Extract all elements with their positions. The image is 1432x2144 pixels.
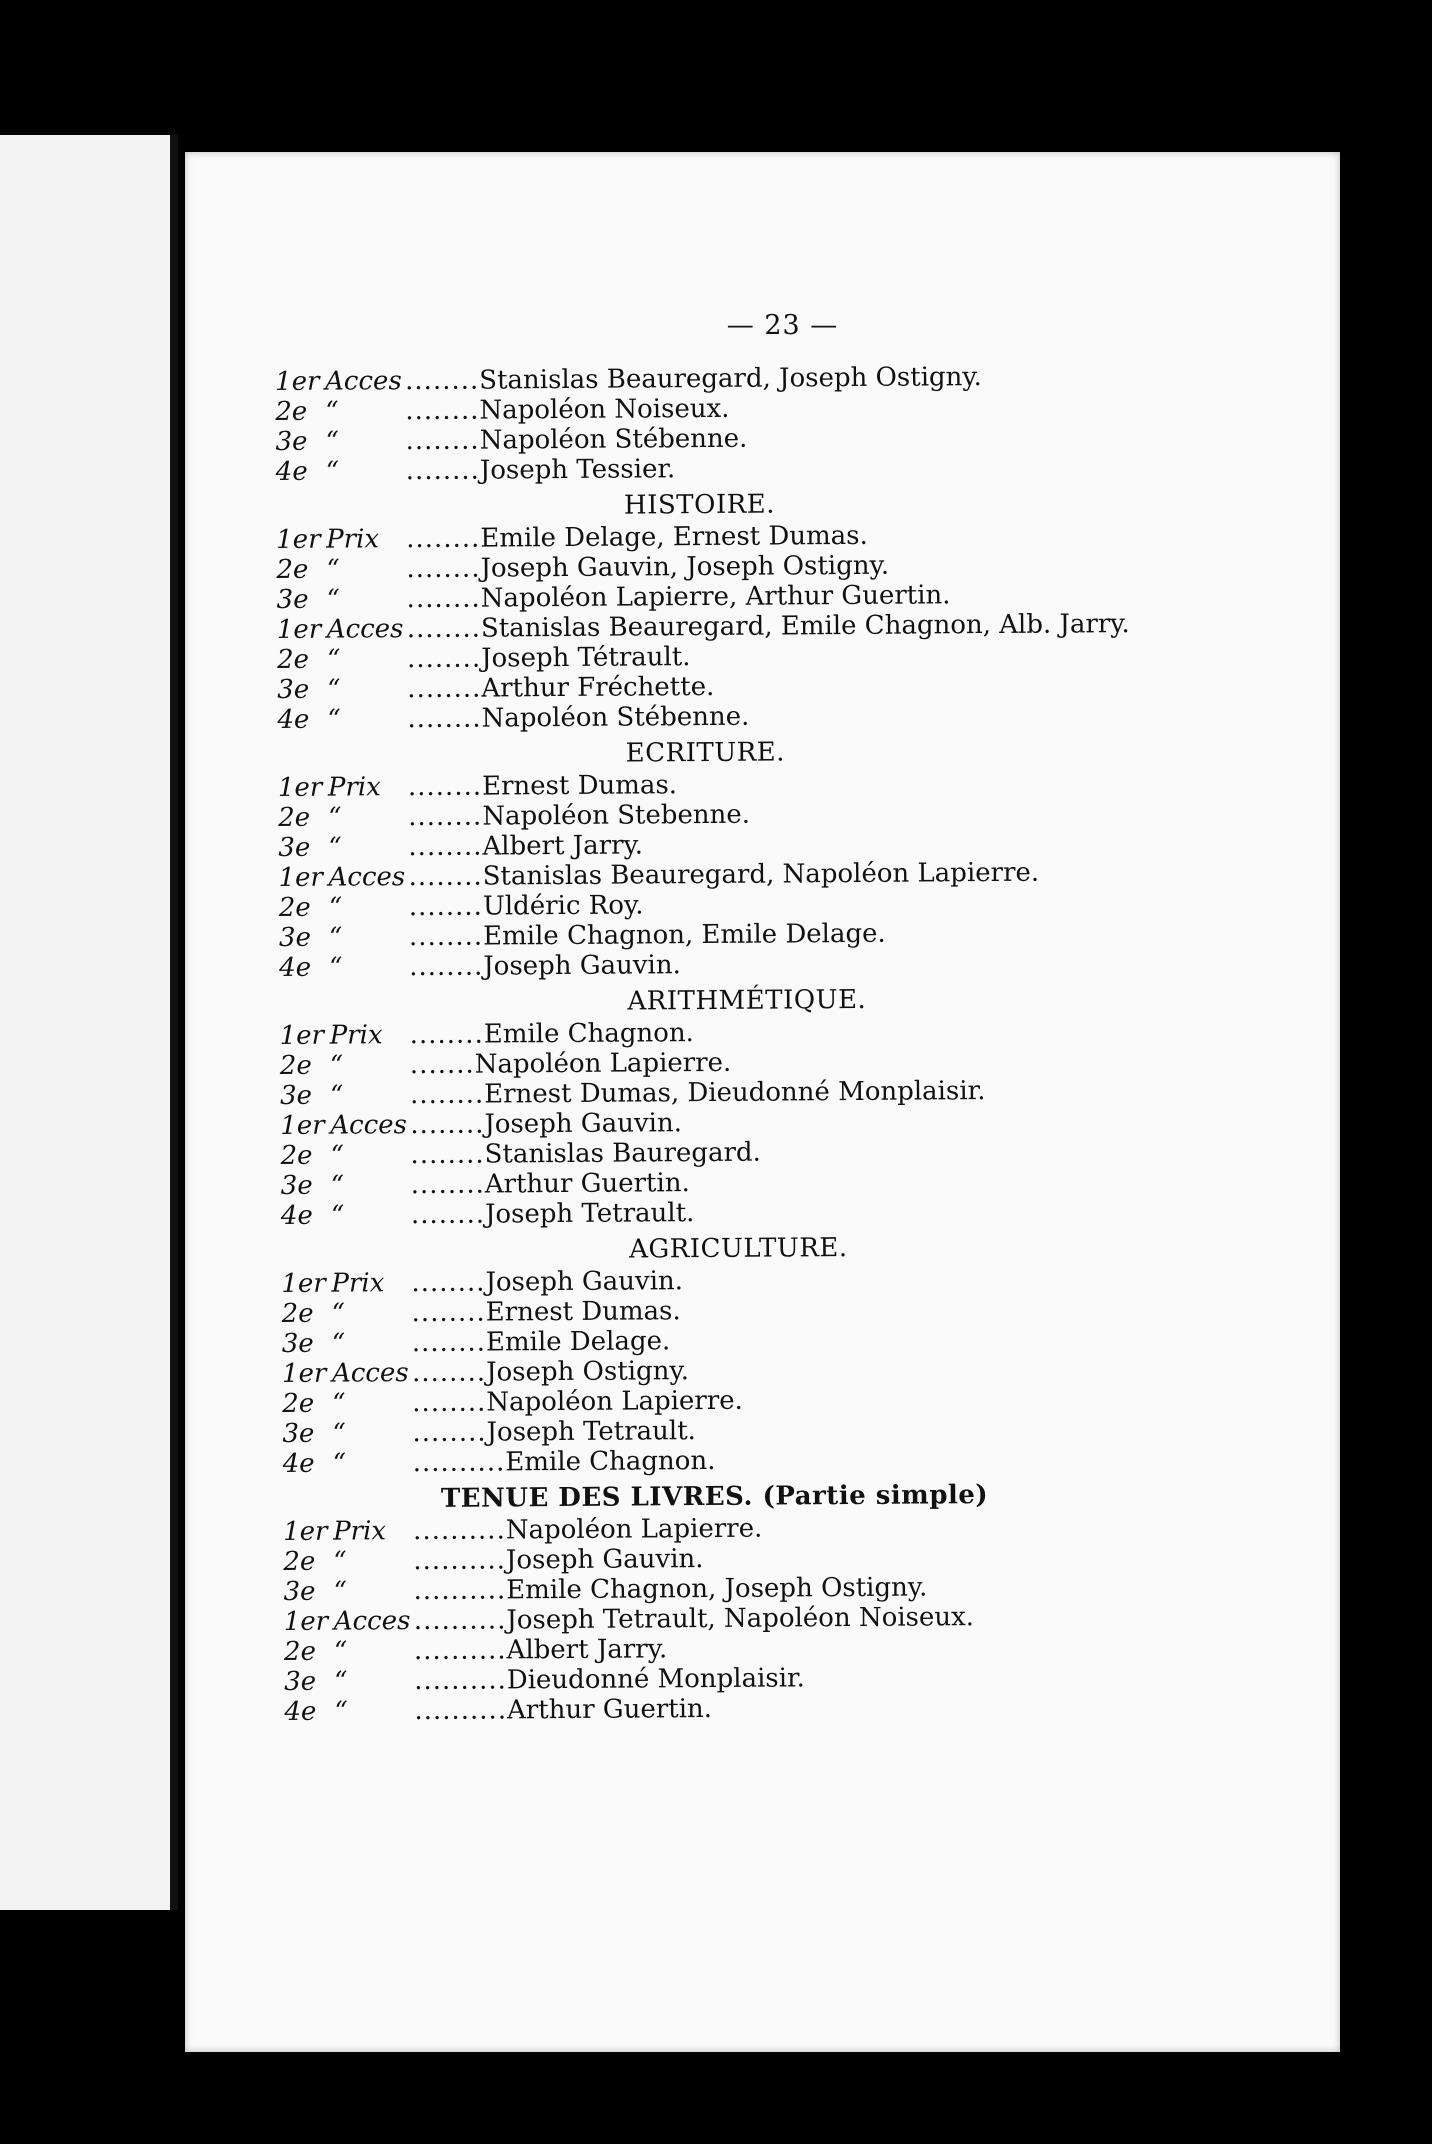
prize-category: “ (328, 892, 343, 923)
prize-rank: 1er (281, 1268, 326, 1299)
prize-row (277, 698, 1277, 735)
prize-names: Joseph Tetrault. (484, 1198, 695, 1230)
prize-category: Acces (333, 1606, 411, 1637)
prize-rank: 4e (284, 1696, 317, 1727)
prize-names: Stanislas Beauregard, Emile Chagnon, Alb. Jarry. (480, 609, 1130, 644)
prize-rank: 3e (282, 1418, 315, 1449)
prize-names: Joseph Ostigny. (486, 1356, 690, 1388)
prize-rank: 4e (275, 456, 308, 487)
prize-category: “ (332, 1388, 346, 1419)
prize-names: Arthur Fréchette. (481, 671, 715, 704)
prize-names: Stanislas Bauregard. (484, 1137, 761, 1170)
prize-rank: 4e (280, 1200, 313, 1231)
prize-dots: ........ (407, 771, 483, 803)
prize-rank: 1er (277, 772, 323, 803)
prize-category: Acces (331, 1358, 409, 1389)
prize-rank: 4e (282, 1448, 315, 1479)
prize-rank: 2e (276, 644, 310, 675)
prize-rank: 2e (281, 1298, 314, 1329)
prize-names: Dieudonné Monplaisir. (506, 1663, 805, 1696)
prize-dots: ........ (409, 1019, 484, 1051)
prize-rank: 3e (276, 584, 309, 615)
prize-row (279, 946, 1279, 983)
prize-rank: 3e (281, 1328, 314, 1359)
prize-list (275, 360, 1284, 1731)
prize-dots: .......... (414, 1695, 508, 1727)
prize-rank: 1er (280, 1110, 325, 1141)
prize-category: “ (329, 952, 343, 983)
prize-category: “ (332, 1448, 347, 1479)
prize-dots: ........ (410, 1169, 485, 1201)
prize-category: “ (331, 1298, 346, 1329)
prize-rank: 3e (275, 426, 308, 457)
prize-category: “ (333, 1636, 348, 1667)
prize-category: “ (328, 802, 342, 833)
prize-names: Napoléon Stébenne. (479, 423, 748, 456)
prize-category: Acces (324, 366, 402, 397)
prize-category: “ (326, 644, 341, 675)
section (275, 360, 1276, 487)
prize-names: Napoléon Lapierre, Arthur Guertin. (480, 580, 951, 614)
page-number: — 23 — (726, 310, 839, 341)
prize-row (284, 1690, 1284, 1727)
prize-rank: 1er (275, 366, 320, 397)
prize-category: Acces (326, 614, 404, 645)
prize-category: “ (329, 1050, 344, 1081)
prize-dots: ........ (411, 1357, 487, 1389)
prize-names: Napoléon Stebenne. (482, 799, 751, 832)
prize-category: “ (326, 554, 340, 585)
prize-category: “ (327, 674, 341, 705)
prize-category: Prix (327, 772, 381, 803)
prize-category: “ (333, 1546, 347, 1577)
prize-rank: 2e (276, 554, 309, 585)
prize-category: Acces (328, 862, 406, 893)
prize-names: Ernest Dumas. (481, 770, 678, 802)
prize-rank: 2e (282, 1388, 315, 1419)
prize-category: “ (334, 1666, 348, 1697)
prize-names: Ernest Dumas, Dieudonné Monplaisir. (484, 1076, 986, 1110)
section-heading: ECRITURE. (625, 737, 786, 769)
prize-rank: 1er (276, 614, 322, 645)
prize-dots: ........ (412, 1387, 487, 1419)
prize-names: Joseph Gauvin, Joseph Ostigny. (480, 550, 890, 584)
prize-dots: ........ (407, 703, 482, 735)
prize-rank: 1er (279, 1020, 325, 1051)
prize-names: Albert Jarry. (482, 830, 644, 862)
prize-dots: ........ (411, 1267, 486, 1299)
prize-dots: ........ (411, 1297, 486, 1329)
prize-names: Albert Jarry. (506, 1634, 668, 1666)
prize-names: Stanislas Beauregard, Joseph Ostigny. (479, 362, 982, 396)
prize-rank: 1er (283, 1606, 329, 1637)
prize-dots: ........ (405, 395, 480, 427)
prize-dots: ........ (404, 365, 480, 397)
section (279, 980, 1281, 1231)
section-heading: HISTOIRE. (623, 489, 776, 521)
prize-category: “ (330, 1200, 345, 1231)
prize-names: Arthur Guertin. (484, 1168, 690, 1200)
prize-dots: .......... (413, 1575, 507, 1607)
prize-rank: 3e (278, 922, 312, 953)
prize-dots: ........ (408, 891, 484, 923)
prize-category: “ (325, 456, 340, 487)
prize-dots: .......... (412, 1447, 506, 1479)
prize-names: Joseph Tetrault. (486, 1416, 696, 1448)
prize-dots: ........ (408, 861, 483, 893)
document-page (185, 152, 1340, 2052)
prize-dots: ........ (410, 1139, 485, 1171)
prize-names: Joseph Gauvin. (484, 1108, 683, 1140)
prize-category: “ (326, 584, 341, 615)
prize-category: Prix (331, 1268, 385, 1299)
prize-names: Arthur Guertin. (506, 1693, 713, 1726)
prize-rank: 4e (279, 952, 312, 983)
prize-names: Uldéric Roy. (482, 890, 644, 922)
prize-category: “ (333, 1576, 347, 1607)
prize-names: Joseph Gauvin. (505, 1544, 704, 1576)
prize-names: Napoléon Lapierre. (486, 1385, 744, 1418)
prize-dots: .......... (413, 1635, 507, 1667)
prize-dots: ........ (409, 1079, 485, 1111)
prize-rank: 1er (283, 1516, 328, 1547)
section-heading: ARITHMÉTIQUE. (627, 984, 867, 1017)
prize-names: Napoléon Lapierre. (505, 1513, 763, 1546)
prize-dots: .......... (413, 1515, 506, 1547)
prize-names: Emile Delage, Ernest Dumas. (480, 520, 868, 554)
prize-rank: 4e (277, 704, 310, 735)
prize-category: Prix (333, 1516, 387, 1547)
prize-category: “ (325, 426, 339, 457)
prize-names: Joseph Gauvin. (485, 1266, 684, 1298)
prize-dots: ........ (405, 425, 480, 457)
prize-category: Acces (330, 1110, 408, 1141)
prize-dots: ........ (406, 613, 482, 645)
prize-names: Emile Chagnon. (483, 1018, 694, 1050)
prize-dots: ........ (408, 921, 484, 953)
prize-names: Napoléon Lapierre. (474, 1047, 732, 1080)
prize-dots: ........ (407, 673, 482, 705)
prize-rank: 2e (283, 1636, 317, 1667)
prize-category: “ (328, 832, 342, 863)
prize-dots: ........ (408, 801, 483, 833)
prize-dots: ........ (412, 1417, 487, 1449)
prize-dots: .......... (414, 1665, 507, 1697)
prize-rank: 1er (281, 1358, 327, 1389)
facing-page-edge (0, 135, 178, 1910)
prize-names: Stanislas Beauregard, Napoléon Lapierre. (482, 857, 1040, 892)
prize-dots: ........ (409, 951, 484, 983)
prize-category: “ (330, 1140, 344, 1171)
prize-row (281, 1194, 1281, 1231)
prize-names: Joseph Tessier. (479, 454, 676, 486)
section (278, 732, 1280, 983)
prize-category: “ (334, 1696, 348, 1727)
prize-rank: 2e (275, 396, 308, 427)
prize-names: Napoléon Noiseux. (479, 393, 730, 426)
prize-category: “ (328, 922, 343, 953)
prize-rank: 3e (284, 1666, 317, 1697)
prize-rank: 3e (278, 832, 311, 863)
prize-dots: ........ (410, 1199, 486, 1231)
prize-dots: ........ (406, 583, 481, 615)
prize-rank: 3e (280, 1170, 313, 1201)
section (276, 484, 1278, 735)
prize-dots: ....... (409, 1049, 475, 1081)
prize-rank: 2e (283, 1546, 316, 1577)
section-heading: TENUE DES LIVRES. (Partie simple) (440, 1480, 989, 1514)
prize-category: “ (329, 1080, 344, 1111)
prize-category: Prix (329, 1020, 383, 1051)
prize-names: Emile Delage. (485, 1326, 671, 1358)
prize-names: Napoléon Stébenne. (481, 701, 750, 734)
prize-dots: .......... (413, 1545, 507, 1577)
prize-names: Emile Chagnon, Joseph Ostigny. (506, 1572, 928, 1606)
prize-dots: ........ (410, 1109, 485, 1141)
prize-dots: ........ (406, 523, 481, 555)
prize-rank: 1er (276, 524, 321, 555)
prize-dots: ........ (406, 553, 481, 585)
prize-category: “ (330, 1170, 345, 1201)
prize-dots: ........ (406, 643, 482, 675)
prize-rank: 3e (279, 1080, 313, 1111)
prize-names: Ernest Dumas. (485, 1296, 681, 1328)
prize-row (276, 450, 1276, 487)
prize-dots: ........ (408, 831, 483, 863)
prize-category: Prix (326, 524, 380, 555)
prize-dots: .......... (413, 1605, 507, 1637)
prize-rank: 3e (283, 1576, 316, 1607)
prize-rank: 2e (279, 1050, 312, 1081)
prize-category: “ (325, 396, 339, 427)
prize-row (283, 1442, 1283, 1479)
prize-names: Emile Chagnon. (505, 1445, 716, 1478)
prize-rank: 1er (278, 862, 324, 893)
prize-category: “ (331, 1328, 346, 1359)
prize-rank: 2e (280, 1140, 313, 1171)
prize-names: Emile Chagnon, Emile Delage. (483, 918, 886, 952)
prize-rank: 2e (278, 802, 311, 833)
section (283, 1476, 1285, 1727)
prize-category: “ (332, 1418, 346, 1449)
prize-rank: 2e (278, 892, 311, 923)
prize-dots: ........ (411, 1327, 487, 1359)
prize-names: Joseph Tétrault. (481, 642, 691, 674)
prize-dots: ........ (405, 455, 480, 487)
prize-names: Joseph Gauvin. (483, 950, 681, 982)
prize-names: Joseph Tetrault, Napoléon Noiseux. (506, 1602, 975, 1636)
section-heading: AGRICULTURE. (629, 1233, 848, 1265)
prize-rank: 3e (277, 674, 310, 705)
section (281, 1228, 1283, 1479)
prize-category: “ (327, 704, 341, 735)
